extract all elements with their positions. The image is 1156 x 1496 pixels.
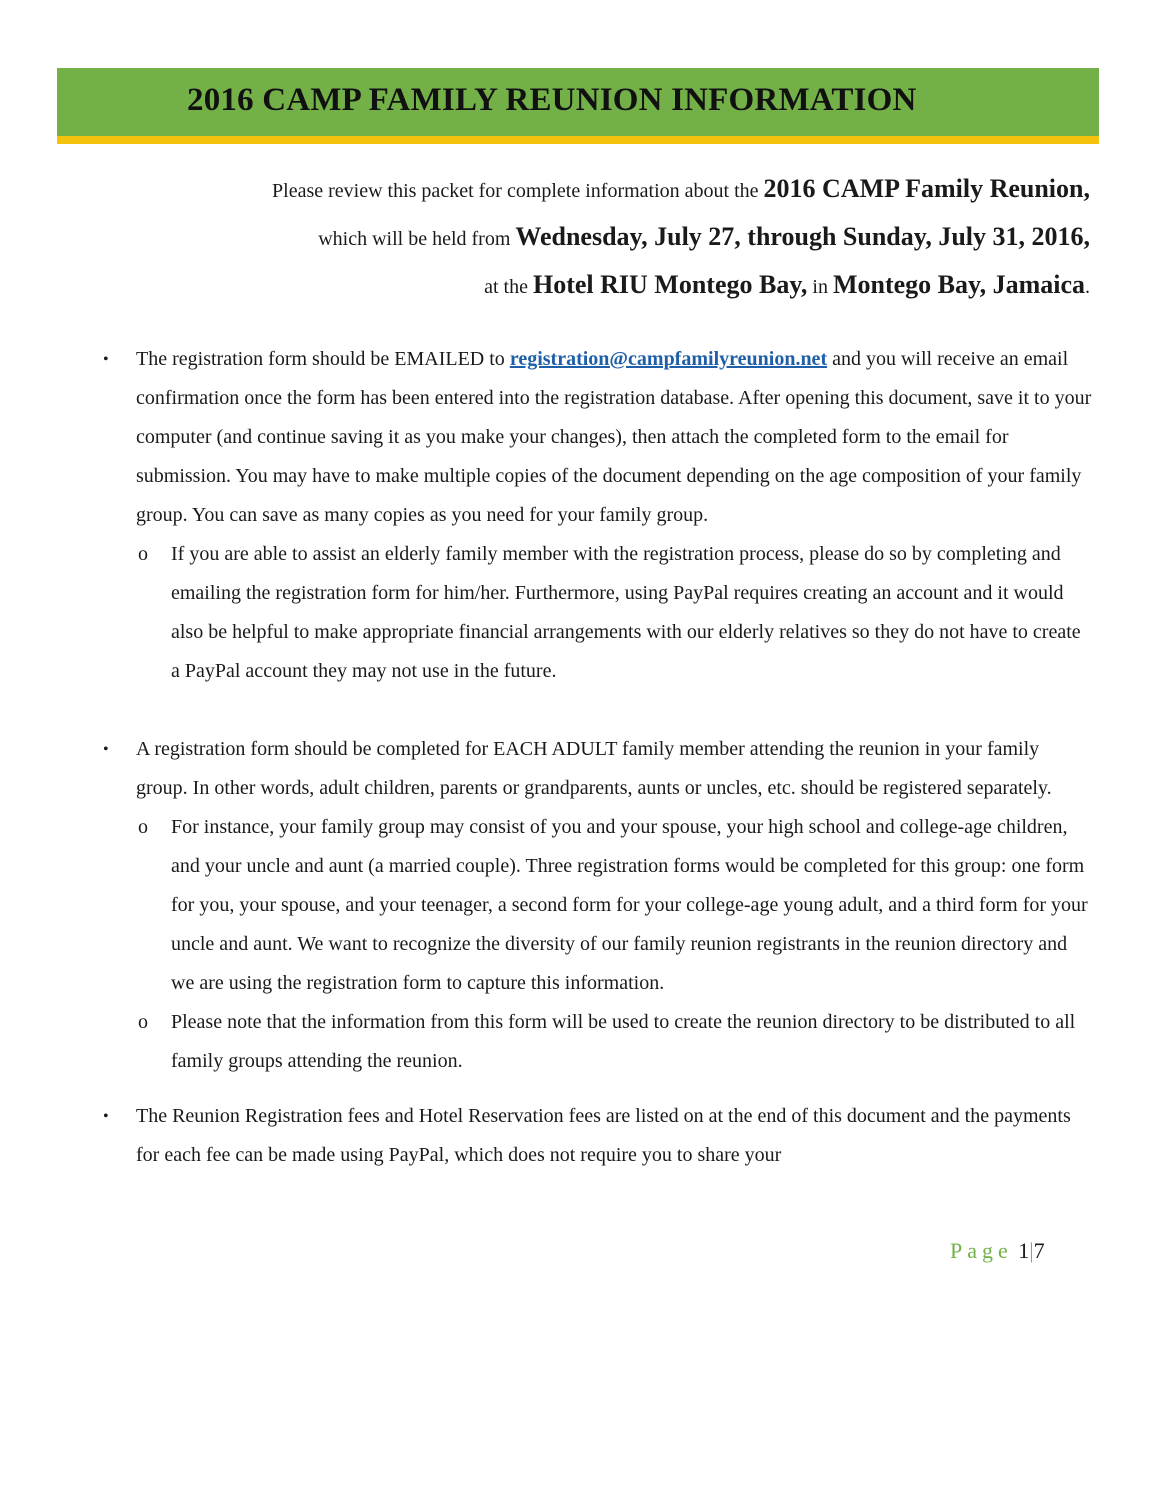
registration-email-link[interactable]: registration@campfamilyreunion.net — [509, 348, 828, 370]
page-number-footer — [950, 1238, 1045, 1264]
bullet-icon: • — [103, 1108, 109, 1125]
intro-text: Please review this packet for complete information about the — [272, 180, 764, 202]
paragraph-text: For instance, your family group may consist of you and your spouse, your high school and college-age children, and your uncle and aunt (a married couple). Three registration forms would be completed for this group: one form for you, your spouse, and your teenager, a second form for your college-age young adult, and a third form for your uncle and aunt. We want to recognize the diversity of our family reunion registrants in the reunion directory and we are using the registration form to capture this information. — [171, 816, 1088, 994]
list-item — [103, 340, 1093, 535]
page-title: 2016 CAMP FAMILY REUNION INFORMATION — [187, 82, 917, 118]
intro-line-2 — [0, 214, 1090, 262]
paragraph-text: Please note that the information from this form will be used to create the reunion directory to be distributed to all family groups attending the reunion. — [171, 1011, 1076, 1072]
intro-hotel: Hotel RIU Montego Bay, — [532, 270, 808, 299]
page-label: Page — [950, 1238, 1013, 1263]
banner-accent-stripe — [57, 136, 1099, 144]
intro-text: at the — [484, 276, 533, 298]
intro-event-name: 2016 CAMP Family Reunion, — [763, 174, 1090, 203]
paragraph-text: and you will receive an email confirmation once the form has been entered into the registration database. After opening this document, save it to your computer (and continue saving it as you make your changes), then attach the completed form to the email for submission. You may have to make multiple copies of the document depending on the age composition of your family group. You can save as many copies as you need for your family group. — [136, 348, 1092, 526]
sub-list-item — [70, 535, 1093, 691]
intro-line-3 — [0, 262, 1090, 310]
bullet-icon: • — [103, 741, 109, 758]
paragraph-text: If you are able to assist an elderly family member with the registration process, please do so by completing and emailing the registration form for him/her. Furthermore, using PayPal requires creating an account and it would also be helpful to make appropriate financial arrangements with our elderly relatives so they do not have to create a PayPal account they may not use in the future. — [171, 543, 1081, 682]
sub-list-item — [70, 1003, 1093, 1081]
intro-line-1 — [0, 166, 1090, 214]
sub-bullet-icon: o — [138, 1011, 148, 1033]
paragraph-text: The Reunion Registration fees and Hotel Reservation fees are listed on at the end of this document and the payments for each fee can be made using PayPal, which does not require you to share your — [136, 1105, 1071, 1166]
page-total: 7 — [1033, 1238, 1045, 1263]
sub-bullet-icon: o — [138, 543, 148, 565]
sub-list-item — [70, 808, 1093, 1003]
document-body — [103, 340, 1093, 1175]
sub-bullet-icon: o — [138, 816, 148, 838]
page-current: 1 — [1018, 1238, 1030, 1263]
page-separator: | — [1029, 1238, 1034, 1263]
bullet-icon: • — [103, 351, 109, 368]
intro-text: in — [807, 276, 833, 298]
list-item — [103, 1097, 1093, 1175]
intro-dates: Wednesday, July 27, through Sunday, July 31, 2016, — [515, 222, 1090, 251]
list-item — [103, 730, 1093, 808]
paragraph-text: A registration form should be completed for EACH ADULT family member attending the reunion in your family group. In other words, adult children, parents or grandparents, aunts or uncles, etc. should be registered separately. — [136, 738, 1052, 799]
intro-text: . — [1085, 276, 1090, 298]
paragraph-text: The registration form should be EMAILED to — [136, 348, 510, 370]
title-banner — [57, 68, 1099, 136]
intro-block — [0, 166, 1090, 310]
intro-location: Montego Bay, Jamaica — [832, 270, 1085, 299]
intro-text: which will be held from — [318, 228, 516, 250]
